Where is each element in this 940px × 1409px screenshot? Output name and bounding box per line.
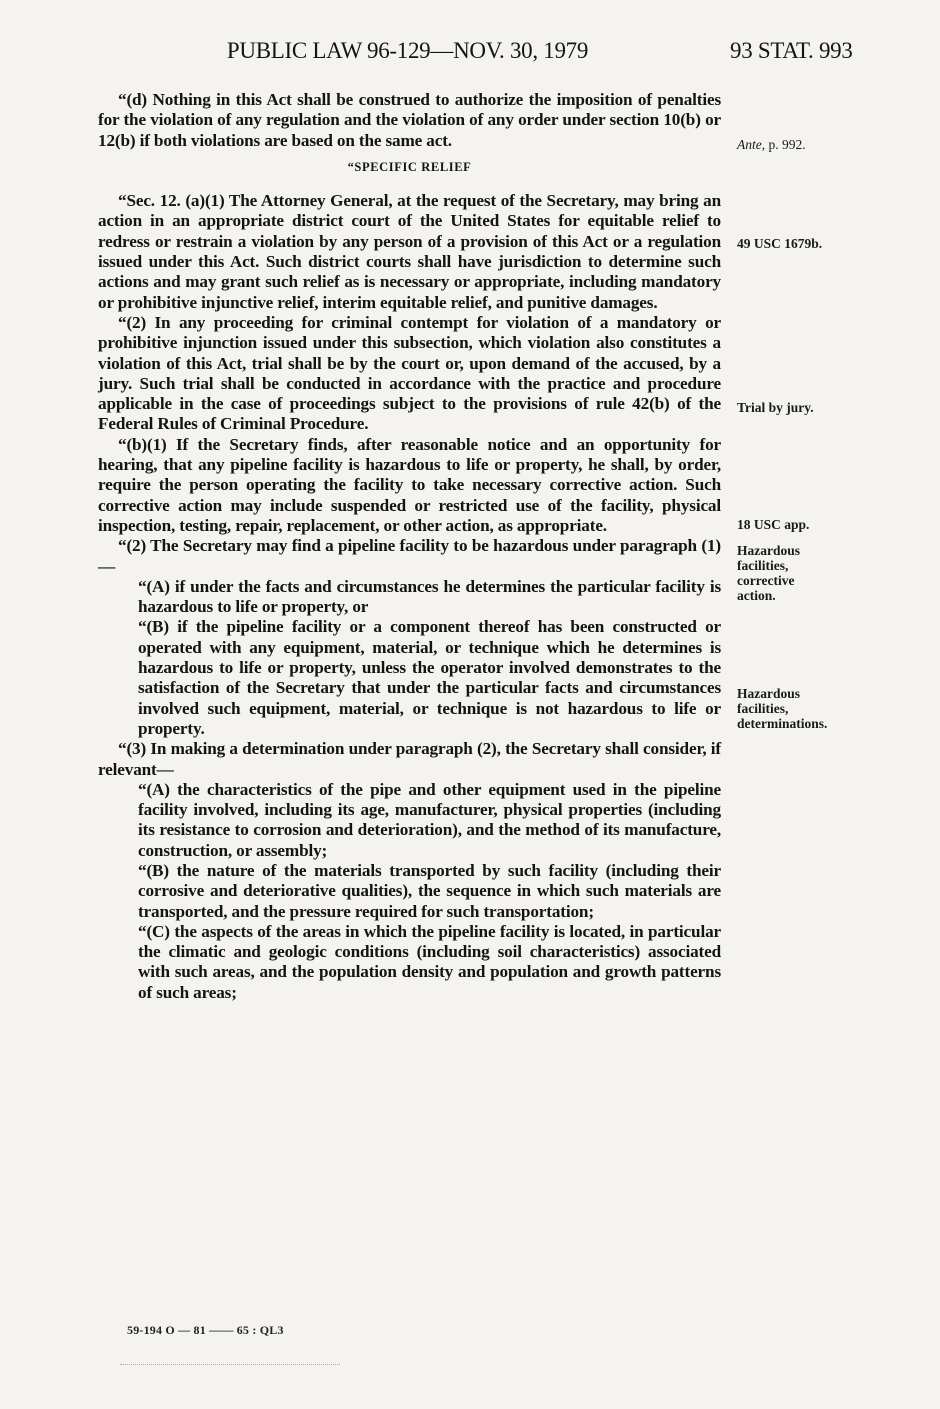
paragraph-b2-B: “(B) if the pipeline facility or a component thereof has been constructed or operated with any equipment, material, or technique which he determines is hazardous to life or property, unless the operator involved demonstrates to the satisfaction of the Secretary that under the particular facts and circumstances involved such equipment, material, or technique is not hazardous to life or property. — [138, 617, 721, 738]
paragraph-b3-B: “(B) the nature of the materials transported by such facility (including their corrosive and deteriorative qualities), the sequence in which such materials are transported, and the pressure required for such transportation; — [138, 860, 721, 921]
b2-subparagraphs — [98, 577, 721, 739]
footer-rule — [120, 1364, 340, 1365]
page-header-stat: 93 STAT. 993 — [730, 38, 853, 63]
paragraph-sec12-b1: “(b)(1) If the Secretary finds, after reasonable notice and an opportunity for hearing, that any pipeline facility is hazardous to life or property, he shall, by order, require the person operating the facility to take necessary corrective action. Such corrective action may include suspended or restricted use of the facility, physical inspection, testing, repair, replacement, or other action, as appropriate. — [98, 434, 721, 535]
margin-note-hazardous-determinations: Hazardous facilities, determinations. — [737, 686, 828, 731]
paragraph-b3-A: “(A) the characteristics of the pipe and other equipment used in the pipeline facility involved, including its age, manufacturer, physical properties (including its resistance to corrosion and deterioration), and the method of its manufacture, construction, or assembly; — [138, 779, 721, 860]
sec-label: “Sec. — [118, 191, 155, 211]
paragraph-b2-A: “(A) if under the facts and circumstances he determines the particular facility is hazardous to life or property, or — [138, 576, 721, 617]
margin-note-18-usc: 18 USC app. — [737, 517, 810, 532]
footer-code: 59-194 O — 81 —— 65 : QL3 — [127, 1323, 284, 1337]
margin-note-hazardous-corrective: Hazardous facilities, corrective action. — [737, 543, 801, 603]
section-heading: “SPECIFIC RELIEF — [347, 159, 472, 174]
paragraph-sec12-b2: “(2) The Secretary may find a pipeline facility to be hazardous under paragraph (1)— — [98, 536, 721, 576]
margin-note-trial-by-jury: Trial by jury. — [737, 400, 814, 415]
b3-subparagraphs — [98, 780, 721, 1003]
margin-note-ante: Ante, p. 992. — [737, 137, 806, 152]
paragraph-sec12-a2: “(2) In any proceeding for criminal contempt for violation of a mandatory or prohibitive injunction issued under this subsection, which violation also constitutes a violation of this Act, trial shall be by the court or, upon demand of the accused, by a jury. Such trial shall be conducted in accordance with the practice and procedure applicable in the case of proceedings subject to the provisions of rule 42(b) of the Federal Rules of Criminal Procedure. — [98, 312, 721, 434]
paragraph-sec12-b3: “(3) In making a determination under paragraph (2), the Secretary shall consider, if relevant— — [98, 739, 721, 779]
sec12-a1-text: 12. (a)(1) The Attorney General, at the request of the Secretary, may bring an action in an appropriate district court of the United States for equitable relief to redress or restrain a violation by any person of a provision of this Act or a regulation issued under this Act. Such district courts shall have jurisdiction to determine such actions and may grant such relief as is necessary or appropriate, including mandatory or prohibitive injunctive relief, interim equitable relief, and punitive damages. — [98, 191, 721, 312]
page-header-title: PUBLIC LAW 96-129—NOV. 30, 1979 — [226, 38, 589, 63]
paragraph-sec12-a1 — [98, 191, 721, 313]
body-text — [98, 90, 721, 1003]
margin-note-49-usc: 49 USC 1679b. — [737, 236, 823, 251]
paragraph-b3-C: “(C) the aspects of the areas in which the pipeline facility is located, in particular the climatic and geologic conditions (including soil characteristics) associated with such areas, and the population density and population and growth patterns of such areas; — [138, 921, 721, 1002]
paragraph-d: “(d) Nothing in this Act shall be construed to authorize the imposition of penalties for the violation of any regulation and the violation of any order under section 10(b) or 12(b) if both violations are based on the same act. — [98, 90, 721, 150]
